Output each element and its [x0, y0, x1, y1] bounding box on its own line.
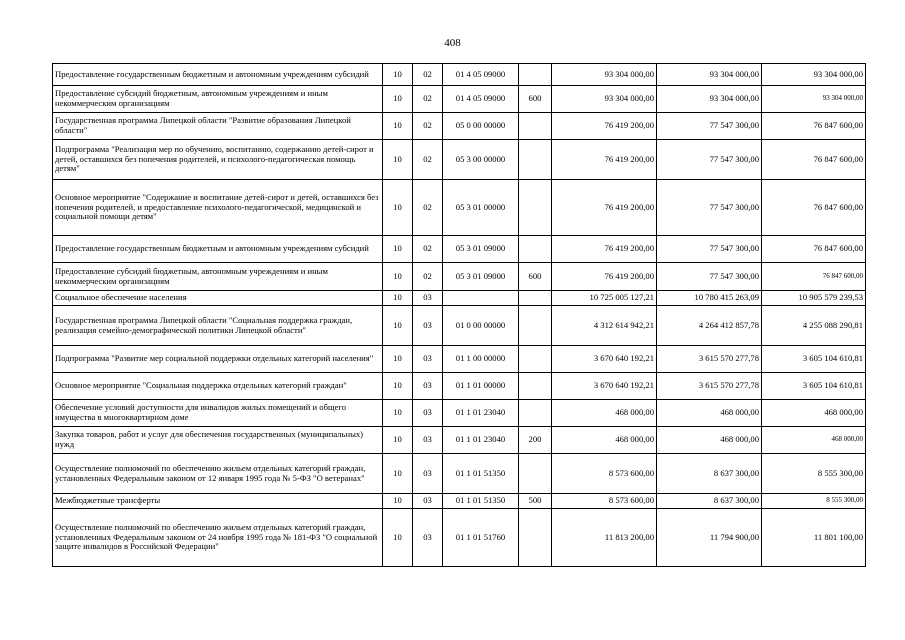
row-amount-year3: 4 255 088 290,81	[762, 306, 866, 346]
row-amount-year1: 93 304 000,00	[552, 86, 657, 113]
row-amount-year1: 76 419 200,00	[552, 180, 657, 236]
row-subsection: 02	[413, 64, 443, 86]
table-row	[53, 346, 866, 373]
row-amount-year2: 77 547 300,00	[657, 236, 762, 263]
row-name: Осуществление полномочий по обеспечению жильем отдельных категорий граждан, установленных Федеральным законом от 24 ноября 1995 года № 181-ФЗ "О социальной защите инвалидов в Российской Федерации"	[53, 509, 383, 567]
row-amount-year2: 77 547 300,00	[657, 263, 762, 291]
row-amount-year3: 8 555 300,00	[762, 454, 866, 494]
table-row	[53, 86, 866, 113]
row-expense-type	[519, 454, 552, 494]
table-row	[53, 400, 866, 427]
row-target-article: 05 3 01 09000	[443, 263, 519, 291]
row-subsection: 02	[413, 86, 443, 113]
table-row	[53, 64, 866, 86]
row-target-article: 01 1 01 51350	[443, 454, 519, 494]
row-expense-type	[519, 113, 552, 140]
row-target-article: 01 4 05 09000	[443, 64, 519, 86]
row-section: 10	[383, 427, 413, 454]
row-expense-type	[519, 64, 552, 86]
table-row	[53, 140, 866, 180]
row-expense-type	[519, 140, 552, 180]
row-section: 10	[383, 236, 413, 263]
row-amount-year1: 76 419 200,00	[552, 140, 657, 180]
row-amount-year1: 8 573 600,00	[552, 454, 657, 494]
row-amount-year2: 77 547 300,00	[657, 140, 762, 180]
row-expense-type	[519, 291, 552, 306]
row-target-article: 01 0 00 00000	[443, 306, 519, 346]
row-expense-type	[519, 236, 552, 263]
row-amount-year1: 3 670 640 192,21	[552, 373, 657, 400]
row-amount-year3: 93 304 000,00	[762, 64, 866, 86]
table-row	[53, 427, 866, 454]
row-amount-year3: 468 000,00	[762, 400, 866, 427]
row-name: Социальное обеспечение населения	[53, 291, 383, 306]
row-amount-year2: 77 547 300,00	[657, 113, 762, 140]
row-target-article: 01 1 01 51350	[443, 494, 519, 509]
row-subsection: 03	[413, 509, 443, 567]
row-section: 10	[383, 113, 413, 140]
row-amount-year3: 76 847 600,00	[762, 140, 866, 180]
row-amount-year2: 8 637 300,00	[657, 454, 762, 494]
row-name: Государственная программа Липецкой области "Социальная поддержка граждан, реализация семейно-демографической политики Липецкой области"	[53, 306, 383, 346]
row-target-article: 01 4 05 09000	[443, 86, 519, 113]
table-row	[53, 373, 866, 400]
row-subsection: 03	[413, 291, 443, 306]
table-row	[53, 494, 866, 509]
row-name: Предоставление государственным бюджетным и автономным учреждениям субсидий	[53, 64, 383, 86]
row-section: 10	[383, 291, 413, 306]
row-amount-year3: 10 905 579 239,53	[762, 291, 866, 306]
table-row	[53, 113, 866, 140]
row-expense-type: 500	[519, 494, 552, 509]
row-name: Закупка товаров, работ и услуг для обеспечения государственных (муниципальных) нужд	[53, 427, 383, 454]
row-amount-year2: 8 637 300,00	[657, 494, 762, 509]
table-row	[53, 180, 866, 236]
row-amount-year1: 468 000,00	[552, 427, 657, 454]
row-section: 10	[383, 86, 413, 113]
row-amount-year1: 10 725 005 127,21	[552, 291, 657, 306]
row-section: 10	[383, 494, 413, 509]
row-amount-year2: 11 794 900,00	[657, 509, 762, 567]
row-section: 10	[383, 346, 413, 373]
row-amount-year3: 93 304 000,00	[762, 86, 866, 113]
row-amount-year3: 8 555 300,00	[762, 494, 866, 509]
row-section: 10	[383, 306, 413, 346]
row-target-article: 05 0 00 00000	[443, 113, 519, 140]
row-amount-year1: 93 304 000,00	[552, 64, 657, 86]
row-amount-year1: 468 000,00	[552, 400, 657, 427]
row-expense-type: 600	[519, 86, 552, 113]
row-subsection: 02	[413, 180, 443, 236]
row-section: 10	[383, 509, 413, 567]
row-target-article: 01 1 01 00000	[443, 373, 519, 400]
row-amount-year1: 76 419 200,00	[552, 236, 657, 263]
row-amount-year1: 3 670 640 192,21	[552, 346, 657, 373]
row-name: Предоставление субсидий бюджетным, автономным учреждениям и иным некоммерческим организациям	[53, 86, 383, 113]
row-name: Государственная программа Липецкой области "Развитие образования Липецкой области"	[53, 113, 383, 140]
row-name: Предоставление субсидий бюджетным, автономным учреждениям и иным некоммерческим организациям	[53, 263, 383, 291]
row-section: 10	[383, 180, 413, 236]
row-amount-year3: 76 847 600,00	[762, 180, 866, 236]
row-section: 10	[383, 140, 413, 180]
row-section: 10	[383, 64, 413, 86]
row-subsection: 03	[413, 306, 443, 346]
row-amount-year3: 3 605 104 610,81	[762, 373, 866, 400]
row-name: Осуществление полномочий по обеспечению жильем отдельных категорий граждан, установленных Федеральным законом от 12 января 1995 года № 5-ФЗ "О ветеранах"	[53, 454, 383, 494]
row-subsection: 03	[413, 346, 443, 373]
row-amount-year3: 3 605 104 610,81	[762, 346, 866, 373]
table-row	[53, 236, 866, 263]
row-name: Подпрограмма "Реализация мер по обучению, воспитанию, содержанию детей-сирот и детей, оставшихся без попечения родителей, и психолого-педагогическая помощь детям"	[53, 140, 383, 180]
row-amount-year1: 8 573 600,00	[552, 494, 657, 509]
row-amount-year2: 468 000,00	[657, 427, 762, 454]
budget-table	[52, 63, 866, 567]
row-target-article: 05 3 01 09000	[443, 236, 519, 263]
row-amount-year1: 76 419 200,00	[552, 263, 657, 291]
row-target-article: 05 3 01 00000	[443, 180, 519, 236]
row-name: Предоставление государственным бюджетным и автономным учреждениям субсидий	[53, 236, 383, 263]
row-subsection: 03	[413, 373, 443, 400]
row-name: Подпрограмма "Развитие мер социальной поддержки отдельных категорий населения"	[53, 346, 383, 373]
row-amount-year2: 4 264 412 857,78	[657, 306, 762, 346]
row-section: 10	[383, 454, 413, 494]
row-expense-type: 600	[519, 263, 552, 291]
page-number: 408	[444, 37, 461, 49]
row-name: Обеспечение условий доступности для инвалидов жилых помещений и общего имущества в многоквартирном доме	[53, 400, 383, 427]
row-expense-type	[519, 400, 552, 427]
table-row	[53, 454, 866, 494]
row-target-article: 01 1 01 51760	[443, 509, 519, 567]
table-row	[53, 291, 866, 306]
row-amount-year2: 93 304 000,00	[657, 86, 762, 113]
row-section: 10	[383, 373, 413, 400]
row-subsection: 03	[413, 494, 443, 509]
row-amount-year1: 11 813 200,00	[552, 509, 657, 567]
row-expense-type	[519, 509, 552, 567]
row-expense-type: 200	[519, 427, 552, 454]
row-expense-type	[519, 373, 552, 400]
row-amount-year2: 3 615 570 277,78	[657, 346, 762, 373]
row-amount-year2: 93 304 000,00	[657, 64, 762, 86]
row-expense-type	[519, 306, 552, 346]
row-amount-year3: 468 000,00	[762, 427, 866, 454]
row-amount-year3: 76 847 600,00	[762, 113, 866, 140]
row-subsection: 02	[413, 113, 443, 140]
row-subsection: 03	[413, 400, 443, 427]
row-amount-year3: 76 847 600,00	[762, 263, 866, 291]
row-amount-year1: 4 312 614 942,21	[552, 306, 657, 346]
row-amount-year2: 468 000,00	[657, 400, 762, 427]
row-section: 10	[383, 400, 413, 427]
table-row	[53, 509, 866, 567]
row-amount-year3: 76 847 600,00	[762, 236, 866, 263]
row-amount-year3: 11 801 100,00	[762, 509, 866, 567]
row-section: 10	[383, 263, 413, 291]
row-name: Межбюджетные трансферты	[53, 494, 383, 509]
row-amount-year2: 10 780 415 263,09	[657, 291, 762, 306]
table-row	[53, 263, 866, 291]
row-target-article	[443, 291, 519, 306]
row-amount-year1: 76 419 200,00	[552, 113, 657, 140]
row-amount-year2: 3 615 570 277,78	[657, 373, 762, 400]
row-subsection: 03	[413, 427, 443, 454]
row-name: Основное мероприятие "Содержание и воспитание детей-сирот и детей, оставшихся без попечения родителей, и предоставление психолого-педагогической, медицинской и социальной помощи детям"	[53, 180, 383, 236]
row-target-article: 05 3 00 00000	[443, 140, 519, 180]
row-subsection: 02	[413, 140, 443, 180]
row-subsection: 02	[413, 263, 443, 291]
table-row	[53, 306, 866, 346]
row-target-article: 01 1 01 23040	[443, 427, 519, 454]
row-amount-year2: 77 547 300,00	[657, 180, 762, 236]
row-subsection: 03	[413, 454, 443, 494]
row-expense-type	[519, 180, 552, 236]
row-name: Основное мероприятие "Социальная поддержка отдельных категорий граждан"	[53, 373, 383, 400]
row-target-article: 01 1 00 00000	[443, 346, 519, 373]
row-target-article: 01 1 01 23040	[443, 400, 519, 427]
row-expense-type	[519, 346, 552, 373]
row-subsection: 02	[413, 236, 443, 263]
